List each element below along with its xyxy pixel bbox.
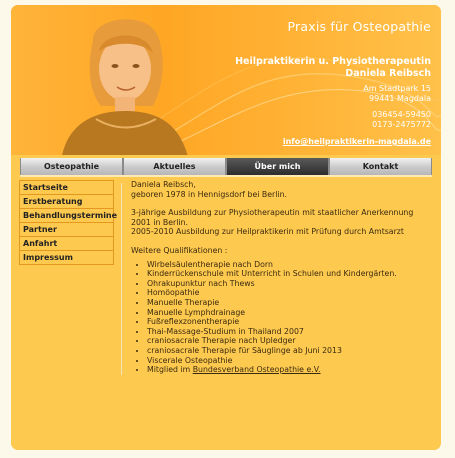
- list-item: • Manuelle Therapie: [147, 298, 436, 308]
- side-item-anfahrt[interactable]: Anfahrt: [20, 237, 113, 251]
- intro-name: Daniela Reibsch,: [131, 180, 196, 189]
- tab-aktuelles[interactable]: Aktuelles: [123, 158, 226, 175]
- list-item: • Manuelle Lymphdrainage: [147, 308, 436, 318]
- main-content: [131, 180, 436, 375]
- side-item-partner[interactable]: Partner: [20, 223, 113, 237]
- intro-birth: geboren 1978 in Hennigsdorf bei Berlin.: [131, 189, 287, 199]
- email-link[interactable]: info@heilpraktikerin-magdala.de: [282, 137, 431, 146]
- list-item: • craniosacrale Therapie für Säuglinge ab Juni 2013: [147, 346, 436, 356]
- phone-mobile: 0173-2475772: [372, 120, 431, 129]
- list-item: • Homöopathie: [147, 288, 436, 298]
- bundesverband-link[interactable]: Bundesverband Osteopathie e.V.: [192, 365, 321, 375]
- education-line: 2005-2010 Ausbildung zur Heilpraktikerin mit Prüfung durch Amtsarzt: [131, 227, 404, 237]
- education-line: 2001 in Berlin.: [131, 217, 189, 227]
- nav-divider: [20, 175, 432, 177]
- page-frame: [11, 5, 441, 450]
- qualifications-heading: Weitere Qualifikationen :: [131, 245, 228, 255]
- main-nav: [20, 158, 432, 175]
- side-item-erstberatung[interactable]: Erstberatung: [20, 195, 113, 209]
- profession-line: Heilpraktikerin u. Physiotherapeutin: [235, 56, 431, 67]
- tab-kontakt[interactable]: Kontakt: [329, 158, 432, 175]
- header-banner: [11, 5, 441, 155]
- membership-prefix: Mitglied im: [147, 365, 193, 375]
- tab-ueber-mich[interactable]: Über mich: [226, 158, 329, 175]
- list-item: • Wirbelsäulentherapie nach Dorn: [147, 260, 436, 270]
- list-item: • Ohrakupunktur nach Thews: [147, 279, 436, 289]
- education-line: 3-jährige Ausbildung zur Physiotherapeutin mit staatlicher Anerkennung: [131, 208, 414, 218]
- content-divider: [121, 183, 122, 375]
- side-item-startseite[interactable]: Startseite: [20, 181, 113, 195]
- intro-paragraph: [131, 180, 436, 199]
- phone-block: [372, 110, 431, 130]
- list-item: • Kinderrückenschule mit Unterricht in Schulen und Kindergärten.: [147, 269, 436, 279]
- list-item: • Fußreflexzonentherapie: [147, 317, 436, 327]
- list-item-membership: [147, 365, 436, 375]
- portrait-image: [41, 11, 211, 155]
- address-block: [363, 84, 431, 104]
- phone-landline: 036454-59450: [372, 110, 431, 119]
- qualifications-list: [131, 260, 436, 375]
- address-street: Am Stadtpark 15: [363, 84, 431, 93]
- list-item: • Viscerale Osteopathie: [147, 356, 436, 366]
- education-paragraph: [131, 208, 436, 237]
- profession-block: [235, 56, 431, 80]
- site-title: Praxis für Osteopathie: [287, 19, 431, 34]
- practitioner-name: Daniela Reibsch: [345, 68, 431, 79]
- side-item-impressum[interactable]: Impressum: [20, 251, 113, 264]
- side-menu: [19, 180, 118, 265]
- list-item: • craniosacrale Therapie nach Upledger: [147, 336, 436, 346]
- tab-osteopathie[interactable]: Osteopathie: [20, 158, 123, 175]
- address-city: 99441 Magdala: [369, 94, 431, 103]
- side-item-behandlungstermine[interactable]: Behandlungstermine: [20, 209, 113, 223]
- list-item: • Thai-Massage-Studium in Thailand 2007: [147, 327, 436, 337]
